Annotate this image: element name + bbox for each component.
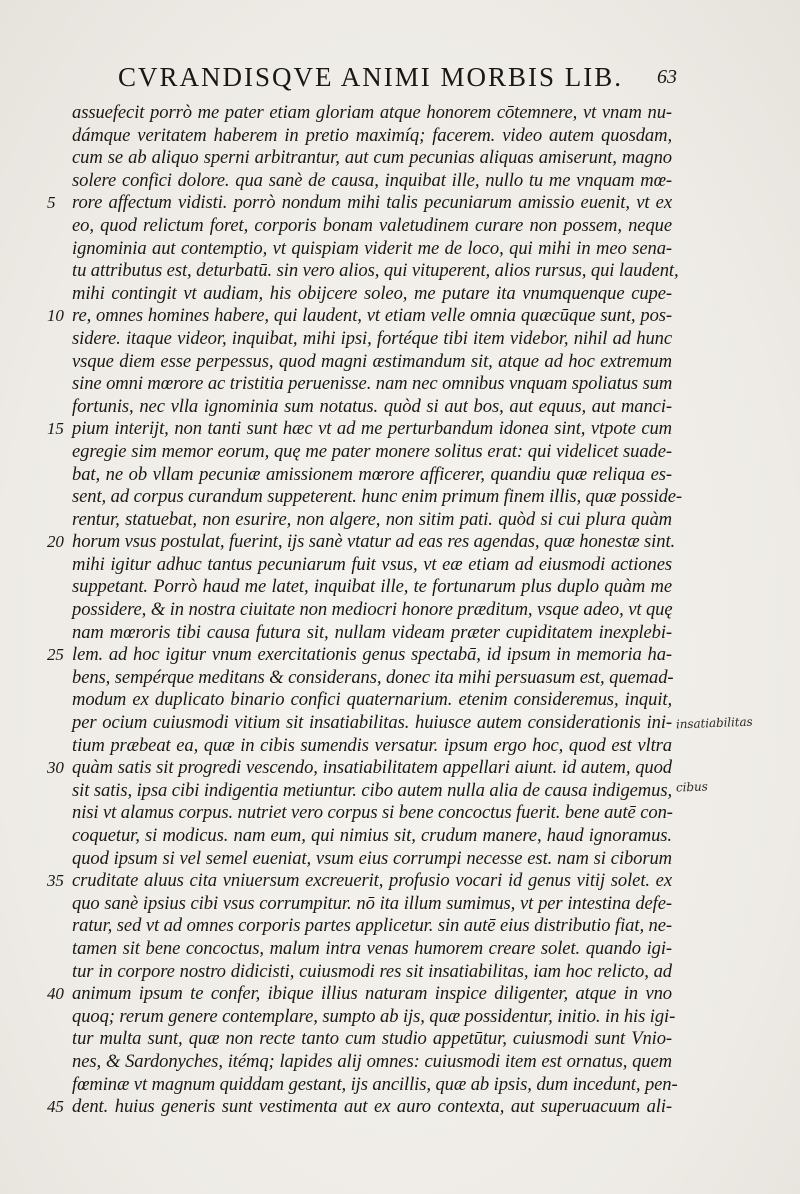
line-text: nes, & Sardonyches, itémq; lapides alij omnes: cuiusmodi item est ornatus, quem — [72, 1050, 672, 1072]
line-text: mihi contingit vt audiam, his obijcere soleo, me putare ita vnumquenque cupe- — [72, 282, 672, 304]
line-text: egregie sim memor eorum, quę me pater monere solitus erat: qui videlicet suade- — [72, 440, 672, 462]
line-text: tur multa sunt, quæ non recte tanto cum studio appetūtur, cuiusmodi sunt Vnio- — [72, 1028, 672, 1050]
line-text: dent. huius generis sunt vestimenta aut ex auro contexta, aut superuacuum ali- — [72, 1096, 672, 1118]
text-line — [47, 418, 672, 441]
text-line — [72, 848, 672, 871]
text-line — [72, 147, 672, 170]
line-number: 40 — [47, 984, 64, 1004]
line-text: suppetant. Porrò haud me latet, inquibat ille, te fortunarum plus duplo quàm me — [72, 576, 672, 598]
text-line — [72, 1051, 672, 1074]
line-text: quod ipsum si vel semel eueniat, vsum eius corrumpi necesse est. nam si ciborum — [72, 847, 672, 869]
text-line — [47, 1096, 672, 1119]
line-text: tur in corpore nostro didicisti, cuiusmodi res sit insatiabilitas, iam hoc relicto, ad — [72, 960, 672, 982]
text-line — [72, 554, 672, 577]
line-text: horum vsus postulat, fuerint, ijs sanè vtatur ad eas res agendas, quæ honestæ sint. — [72, 531, 676, 553]
text-line — [72, 735, 672, 758]
text-line — [72, 486, 683, 509]
text-line — [72, 667, 672, 690]
text-line — [72, 599, 672, 622]
text-line — [72, 622, 672, 645]
line-text: sine omni mœrore ac tristitia peruenisse. nam nec omnibus vnquam spoliatus sum — [72, 373, 673, 395]
line-text: pium interijt, non tanti sunt hæc vt ad me perturbandum idonea sint, vtpote cum — [72, 418, 672, 440]
line-text: vsque diem esse perpessus, quod magni æstimandum sit, atque ad hoc extremum — [72, 350, 672, 372]
line-text: dámque veritatem haberem in pretio maximíq; facerem. video autem quosdam, — [72, 124, 672, 146]
text-line — [72, 1005, 676, 1029]
line-text: animum ipsum te confer, ibique illius naturam inspice diligenter, atque in vno — [72, 983, 672, 1005]
text-line — [72, 125, 672, 148]
text-line — [47, 644, 672, 667]
text-line — [72, 893, 672, 916]
text-line — [72, 441, 672, 464]
text-line — [72, 689, 672, 712]
line-text: quo sanè ipsius cibi vsus corrumpitur. nō ita illum sumimus, vt per intestina defe- — [72, 892, 672, 914]
line-text: tu attributus est, deturbatū. sin vero alios, qui vituperent, alios rursus, qui laudent, — [72, 260, 679, 282]
text-line — [72, 938, 672, 961]
line-number: 15 — [47, 419, 64, 439]
text-line — [72, 328, 672, 351]
line-text: sit satis, ipsa cibi indigentia metiuntur. cibo autem nulla alia de causa indigemus, — [72, 779, 672, 801]
text-line — [47, 192, 672, 215]
body-text — [47, 102, 753, 1119]
line-number: 35 — [47, 871, 64, 891]
line-text: ratur, sed vt ad omnes corporis partes applicetur. sin autē eius distributio fiat, ne- — [72, 915, 672, 937]
text-line — [72, 961, 672, 984]
line-number: 20 — [47, 532, 64, 552]
line-number: 45 — [47, 1097, 64, 1117]
line-text: eo, quod relictum foret, corporis bonam valetudinem curare non possem, neque — [72, 214, 672, 236]
text-line — [72, 238, 672, 261]
handwritten-margin-note: insatiabilitas — [675, 714, 753, 732]
line-text: possidere, & in nostra ciuitate non mediocri honore præditum, vsque adeo, vt quę — [72, 599, 673, 621]
line-text: assuefecit porrò me pater etiam gloriam atque honorem cōtemnere, vt vnam nu- — [72, 102, 672, 123]
line-text: sidere. itaque videor, inquibat, mihi ipsi, fortéque tibi item videbor, nihil ad hunc — [72, 327, 672, 349]
line-text: rentur, statuebat, non esurire, non algere, non sitim pati. quòd si cui plura quàm — [72, 508, 672, 530]
line-text: quàm satis sit progredi vescendo, insatiabilitatem appellari aiunt. id autem, quod — [72, 757, 672, 779]
line-text: quoq; rerum genere contemplare, sumpto ab ijs, quæ possidentur, initio. in his igi- — [72, 1005, 676, 1027]
line-text: modum ex duplicato binario confici quaternarium. etenim consideremus, inquit, — [72, 689, 672, 711]
line-text: coquetur, si modicus. nam eum, qui nimius sit, crudum manere, haud ignoramus. — [72, 825, 672, 846]
line-text: bat, ne ob vllam pecuniæ amissionem mœrore afficerer, quandiu quæ reliqua es- — [72, 463, 672, 485]
text-line — [47, 983, 672, 1006]
running-title: CVRANDISQVE ANIMI MORBIS LIB. — [118, 62, 624, 92]
text-line — [72, 260, 679, 283]
text-line — [72, 373, 672, 396]
line-text: fortunis, nec vlla ignominia sum notatus. quòd si aut bos, aut equus, aut manci- — [72, 395, 672, 417]
line-text: lem. ad hoc igitur vnum exercitationis genus spectabā, id ipsum in memoria ha- — [72, 644, 672, 666]
line-text: cruditate aluus cita vniuersum excreuerit, profusio vocari id genus vitij solet. ex — [72, 870, 672, 892]
text-line — [72, 712, 753, 735]
line-text: fœminæ vt magnum quiddam gestant, ijs ancillis, quæ ab ipsis, dum incedunt, pen- — [72, 1073, 678, 1095]
handwritten-margin-note: cibus — [675, 779, 708, 795]
text-line — [72, 283, 672, 306]
line-text: solere confici dolore. qua sanè de causa, inquibat ille, nullo tu me vnquam mœ- — [72, 169, 672, 191]
text-line — [47, 305, 672, 328]
text-line — [47, 531, 676, 554]
line-text: cum se ab aliquo sperni arbitrantur, aut cum pecunias aliquas amiserunt, magno — [72, 147, 672, 169]
text-line — [72, 102, 672, 125]
line-text: sent, ad corpus curandum suppeterent. hunc enim primum finem illis, quæ posside- — [72, 486, 683, 508]
text-line — [72, 1073, 678, 1097]
line-text: nam mœroris tibi causa futura sit, nullam videam præter cupiditatem inexplebi- — [72, 621, 672, 643]
line-number: 30 — [47, 758, 64, 778]
line-text: mihi igitur adhuc tantus pecuniarum fuit vsus, vt eæ etiam ad eiusmodi actiones — [72, 553, 672, 575]
text-line — [72, 170, 672, 193]
line-text: tamen sit bene concoctus, malum intra venas humorem creare solet. quando igi- — [72, 937, 672, 959]
text-line — [72, 1028, 672, 1051]
text-line — [72, 779, 708, 803]
line-text: rore affectum vidisti. porrò nondum mihi talis pecuniarum amissio euenit, vt ex — [72, 192, 672, 214]
text-line — [47, 870, 672, 893]
line-number: 5 — [47, 193, 56, 213]
line-text: ignominia aut contemptio, vt quispiam viderit me de loco, qui mihi in meo sena- — [72, 237, 672, 259]
line-text: nisi vt alamus corpus. nutriet vero corpus si bene concoctus fuerit. bene autē con- — [72, 802, 673, 824]
line-text: re, omnes homines habere, qui laudent, vt etiam velle omnia quæcūque sunt, pos- — [72, 305, 672, 327]
text-line — [47, 757, 672, 780]
line-number: 25 — [47, 645, 64, 665]
text-line — [72, 396, 672, 419]
line-text: per ocium cuiusmodi vitium sit insatiabilitas. huiusce autem considerationis ini- — [72, 712, 672, 734]
text-line — [72, 464, 672, 487]
text-line — [72, 915, 672, 938]
text-line — [72, 509, 672, 532]
text-line — [72, 351, 672, 374]
text-line — [72, 576, 672, 599]
text-line — [72, 802, 672, 825]
text-line — [72, 215, 672, 238]
text-line — [72, 825, 672, 848]
page-number: 63 — [657, 66, 677, 88]
line-number: 10 — [47, 306, 64, 326]
line-text: tium præbeat ea, quæ in cibis sumendis versatur. ipsum ergo hoc, quod est vltra — [72, 734, 672, 756]
line-text: bens, sempérque meditans & considerans, donec ita mihi persuasum est, quemad- — [72, 666, 674, 688]
